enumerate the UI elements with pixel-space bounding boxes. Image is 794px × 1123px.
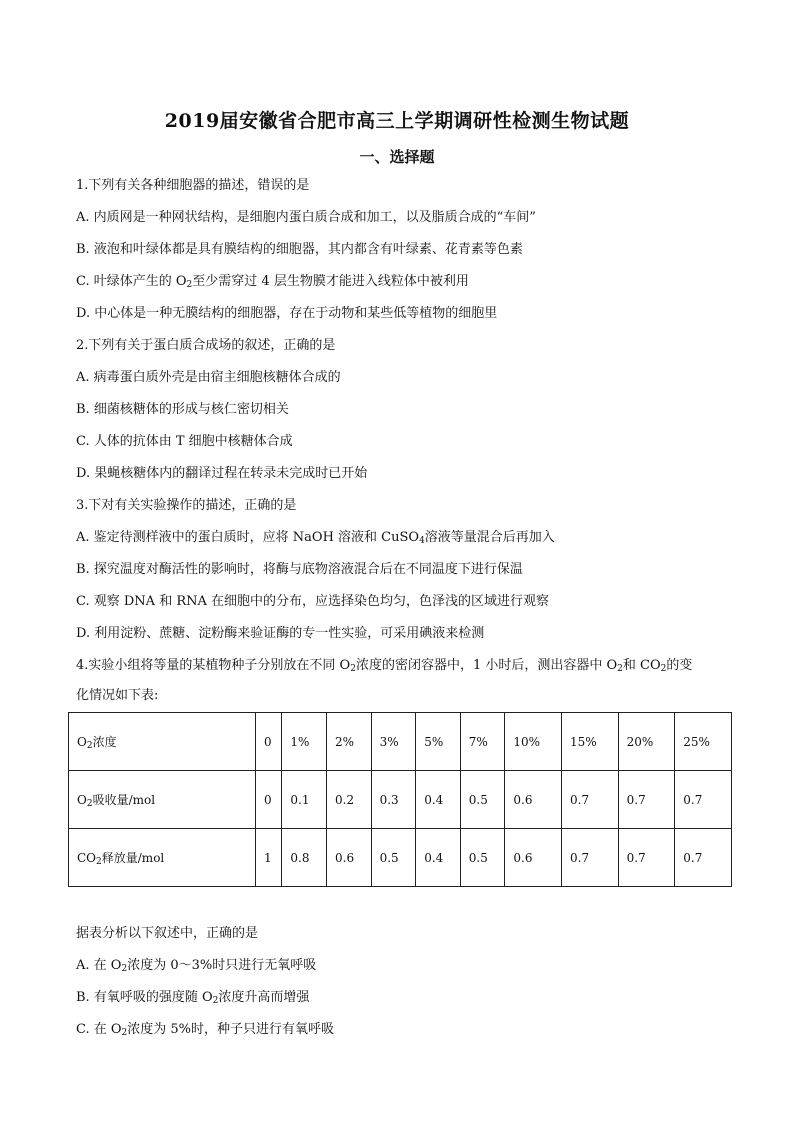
table-cell: 7% <box>460 713 505 771</box>
subscript: 2 <box>186 280 193 290</box>
q1-option-a: A. 内质网是一种网状结构，是细胞内蛋白质合成和加工，以及脂质合成的“车间” <box>76 210 536 225</box>
table-cell: 0.6 <box>327 829 372 887</box>
row-label <box>69 713 256 771</box>
table-cell: 3% <box>371 713 416 771</box>
text-part: C. 在 O <box>76 1022 122 1037</box>
table-cell: 0.6 <box>505 829 562 887</box>
table-cell: 20% <box>618 713 675 771</box>
text-part: 浓度为 5%时，种子只进行有氧呼吸 <box>127 1022 335 1037</box>
q2-option-a: A. 病毒蛋白质外壳是由宿主细胞核糖体合成的 <box>76 370 341 385</box>
table-cell: 0.4 <box>416 829 461 887</box>
table-cell: 0.5 <box>460 829 505 887</box>
table-cell: 0.7 <box>618 829 675 887</box>
table-cell: 10% <box>505 713 562 771</box>
subscript: 2 <box>86 741 93 751</box>
q4-stem-line-2: 化情况如下表: <box>76 688 159 703</box>
q4-stem-line-1 <box>76 658 692 674</box>
table-cell: 0.7 <box>675 829 732 887</box>
row-label <box>69 829 256 887</box>
q1-option-b: B. 液泡和叶绿体都是具有膜结构的细胞器，其内都含有叶绿素、花青素等色素 <box>76 242 523 257</box>
text-part: 的变 <box>666 658 693 673</box>
text-part: 溶液等量混合后再加入 <box>424 530 555 545</box>
q1-option-c <box>76 274 469 290</box>
q3-option-d: D. 利用淀粉、蔗糖、淀粉酶来验证酶的专一性实验，可采用碘液来检测 <box>76 626 485 641</box>
table-cell: 1% <box>282 713 327 771</box>
table-cell: 0.6 <box>505 771 562 829</box>
table-cell: 0.2 <box>327 771 372 829</box>
text-part: O <box>77 793 87 807</box>
table-cell: 0 <box>256 713 282 771</box>
subscript: 2 <box>350 664 356 674</box>
table-cell: 0 <box>256 771 282 829</box>
table-cell: 15% <box>562 713 619 771</box>
subscript: 2 <box>121 964 128 974</box>
table-cell: 0.5 <box>460 771 505 829</box>
subscript: 2 <box>617 664 623 674</box>
table-cell: 0.3 <box>371 771 416 829</box>
table-cell: 1 <box>256 829 282 887</box>
table-cell: 0.7 <box>562 771 619 829</box>
table-cell: 0.7 <box>562 829 619 887</box>
text-part: 4.实验小组将等量的某植物种子分别放在不同 O <box>76 658 351 673</box>
q2-option-d: D. 果蝇核糖体内的翻译过程在转录未完成时已开始 <box>76 466 368 481</box>
data-table <box>68 712 732 887</box>
text-part: 浓度为 0～3%时只进行无氧呼吸 <box>127 958 317 973</box>
table-row-o2-concentration <box>69 713 732 771</box>
text-part: C. 叶绿体产生的 O <box>76 274 187 289</box>
subscript: 4 <box>419 536 425 546</box>
text-part: B. 有氧呼吸的强度随 O <box>76 990 213 1005</box>
q2-option-c: C. 人体的抗体由 T 细胞中核糖体合成 <box>76 434 293 449</box>
document-title: 2019届安徽省合肥市高三上学期调研性检测生物试题 <box>164 110 630 132</box>
subscript: 2 <box>660 664 667 674</box>
table-cell: 0.7 <box>618 771 675 829</box>
text-part: A. 在 O <box>76 958 122 973</box>
q4-analysis-prompt: 据表分析以下叙述中，正确的是 <box>76 926 259 941</box>
table-cell: 2% <box>327 713 372 771</box>
text-part: A. 鉴定待测样液中的蛋白质时，应将 NaOH 溶液和 CuSO <box>76 530 420 545</box>
table-cell: 0.7 <box>675 771 732 829</box>
subscript: 2 <box>212 996 219 1006</box>
q3-option-c: C. 观察 DNA 和 RNA 在细胞中的分布，应选择染色均匀，色泽浅的区域进行观察 <box>76 594 550 609</box>
subscript: 2 <box>96 857 102 867</box>
section-title: 一、选择题 <box>359 148 435 166</box>
table-cell: 0.8 <box>282 829 327 887</box>
text-part: 释放量/mol <box>101 851 165 865</box>
text-part: 浓度 <box>92 735 117 749</box>
table-cell: 0.5 <box>371 829 416 887</box>
text-part: 浓度升高而增强 <box>218 990 310 1005</box>
row-label <box>69 771 256 829</box>
table-row-o2-absorbed <box>69 771 732 829</box>
q1-option-d: D. 中心体是一种无膜结构的细胞器，存在于动物和某些低等植物的细胞里 <box>76 306 498 321</box>
q3-stem: 3.下对有关实验操作的描述，正确的是 <box>76 498 297 513</box>
text-part: 浓度的密闭容器中，1 小时后，测出容器中 O <box>355 658 618 673</box>
q3-option-b: B. 探究温度对酶活性的影响时，将酶与底物溶液混合后在不同温度下进行保温 <box>76 562 523 577</box>
q2-stem: 2.下列有关于蛋白质合成场的叙述，正确的是 <box>76 338 336 353</box>
table-cell: 25% <box>675 713 732 771</box>
text-part: 和 CO <box>622 658 661 673</box>
q4-option-b <box>76 990 309 1006</box>
table-row-co2-released <box>69 829 732 887</box>
q4-option-c <box>76 1022 334 1038</box>
subscript: 2 <box>121 1028 128 1038</box>
text-part: O <box>77 735 87 749</box>
q4-option-a <box>76 958 316 974</box>
q1-stem: 1.下列有关各种细胞器的描述，错误的是 <box>76 178 310 193</box>
table-cell: 0.1 <box>282 771 327 829</box>
q2-option-b: B. 细菌核糖体的形成与核仁密切相关 <box>76 402 289 417</box>
subscript: 2 <box>86 799 93 809</box>
text-part: 至少需穿过 4 层生物膜才能进入线粒体中被利用 <box>192 274 469 289</box>
text-part: 吸收量/mol <box>92 793 156 807</box>
table-cell: 5% <box>416 713 461 771</box>
text-part: CO <box>77 851 97 865</box>
q3-option-a <box>76 530 555 546</box>
table-cell: 0.4 <box>416 771 461 829</box>
